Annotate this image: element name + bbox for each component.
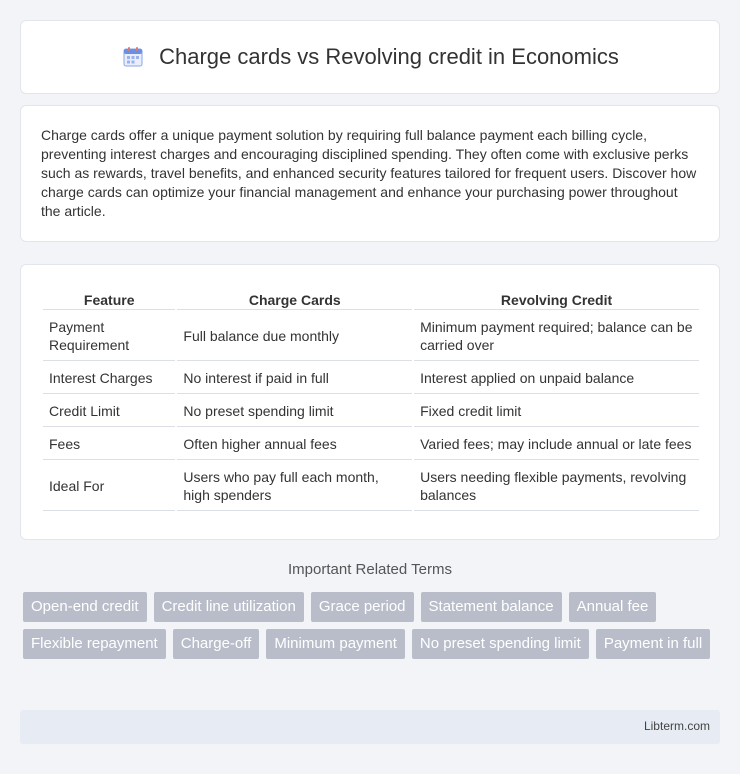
footer <box>20 710 720 744</box>
table-cell: Often higher annual fees <box>177 429 412 460</box>
table-cell: Ideal For <box>43 462 175 511</box>
table-cell: Varied fees; may include annual or late fees <box>414 429 699 460</box>
tag-payment-in-full[interactable]: Payment in full <box>596 629 710 659</box>
tag-charge-off[interactable]: Charge-off <box>173 629 260 659</box>
table-cell: No preset spending limit <box>177 396 412 427</box>
table-cell: Minimum payment required; balance can be carried over <box>414 312 699 361</box>
header-feature: Feature <box>43 287 175 310</box>
table-header-row <box>43 287 699 310</box>
intro-text: Charge cards offer a unique payment solution by requiring full balance payment each billing cycle, preventing interest charges and encouraging disciplined spending. They often come with exclusive perks such as rewards, travel benefits, and enhanced security features tailored for frequent users. Discover how charge cards can optimize your financial management and enhance your purchasing power throughout the article. <box>41 127 697 219</box>
comparison-table <box>41 285 701 513</box>
tag-credit-line-utilization[interactable]: Credit line utilization <box>154 592 304 622</box>
table-cell: Interest applied on unpaid balance <box>414 363 699 394</box>
tag-minimum-payment[interactable]: Minimum payment <box>266 629 405 659</box>
related-terms-list <box>23 592 723 659</box>
table-row <box>43 429 699 460</box>
tag-grace-period[interactable]: Grace period <box>311 592 414 622</box>
page-title: Charge cards vs Revolving credit in Economics <box>159 44 619 69</box>
table-cell: Credit Limit <box>43 396 175 427</box>
table-cell: Interest Charges <box>43 363 175 394</box>
calendar-icon <box>121 45 145 69</box>
table-cell: Fixed credit limit <box>414 396 699 427</box>
tag-annual-fee[interactable]: Annual fee <box>569 592 657 622</box>
title-card <box>20 20 720 94</box>
table-row <box>43 363 699 394</box>
table-row <box>43 312 699 361</box>
tag-flexible-repayment[interactable]: Flexible repayment <box>23 629 166 659</box>
comparison-card <box>20 264 720 540</box>
table-cell: Fees <box>43 429 175 460</box>
table-cell: Users who pay full each month, high spenders <box>177 462 412 511</box>
intro-card <box>20 105 720 242</box>
table-cell: Users needing flexible payments, revolving balances <box>414 462 699 511</box>
table-row <box>43 462 699 511</box>
table-cell: Full balance due monthly <box>177 312 412 361</box>
tag-open-end-credit[interactable]: Open-end credit <box>23 592 147 622</box>
tag-statement-balance[interactable]: Statement balance <box>421 592 562 622</box>
header-revolving-credit: Revolving Credit <box>414 287 699 310</box>
related-terms-title: Important Related Terms <box>288 561 452 578</box>
table-cell: No interest if paid in full <box>177 363 412 394</box>
footer-site-link[interactable]: Libterm.com <box>643 719 710 733</box>
table-cell: Payment Requirement <box>43 312 175 361</box>
tag-no-preset-spending-limit[interactable]: No preset spending limit <box>412 629 589 659</box>
header-charge-cards: Charge Cards <box>177 287 412 310</box>
table-row <box>43 396 699 427</box>
